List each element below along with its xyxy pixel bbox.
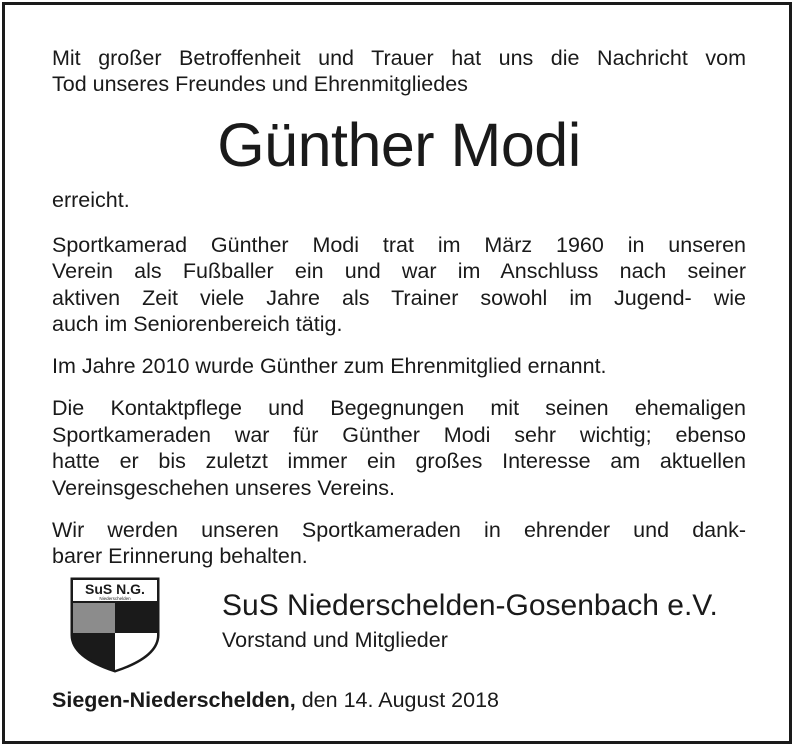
intro-line-2: Tod unseres Freundes und Ehrenmitgliedes [52, 72, 468, 96]
deceased-name: Günther Modi [217, 111, 581, 179]
paragraph-4-line-2: barer Erinnerung behalten. [52, 544, 308, 568]
paragraph-3-line-4: Vereinsgeschehen unseres Vereins. [52, 476, 396, 500]
paragraph-4-line-1: Wir werden unseren Sportkameraden in ehrender und dank- [52, 518, 746, 542]
intro-line-1: Mit großer Betroffenheit und Trauer hat uns die Nachricht vom [52, 46, 746, 70]
paragraph-3-line-1: Die Kontaktpflege und Begegnungen mit seinen ehemaligen [52, 396, 746, 420]
paragraph-3-line-3: hatte er bis zuletzt immer ein großes Interesse am aktuellen [52, 449, 746, 473]
footer-place-date [52, 688, 499, 712]
club-subtitle: Vorstand und Mitglieder [222, 628, 448, 652]
paragraph-1-line-2: Verein als Fußballer ein und war im Anschluss nach seiner [52, 259, 746, 283]
club-name: SuS Niederschelden-Gosenbach e.V. [222, 589, 718, 622]
footer-place: Siegen-Niederschelden, [52, 688, 296, 712]
paragraph-1-line-3: aktiven Zeit viele Jahre als Trainer sowohl im Jugend- wie [52, 286, 746, 310]
paragraph-1-line-4: auch im Seniorenbereich tätig. [52, 312, 343, 336]
reached-text: erreicht. [52, 188, 130, 212]
footer-date: den 14. August 2018 [295, 688, 499, 712]
paragraph-3-line-2: Sportkameraden war für Günther Modi sehr wichtig; ebenso [52, 423, 746, 447]
logo-text: SuS N.G. [85, 581, 145, 597]
club-logo [70, 577, 160, 673]
paragraph-2-line-1: Im Jahre 2010 wurde Günther zum Ehrenmitglied ernannt. [52, 354, 607, 378]
logo-subtext: Niederschelden [99, 596, 131, 601]
paragraph-1-line-1: Sportkamerad Günther Modi trat im März 1960 in unseren [52, 233, 746, 257]
